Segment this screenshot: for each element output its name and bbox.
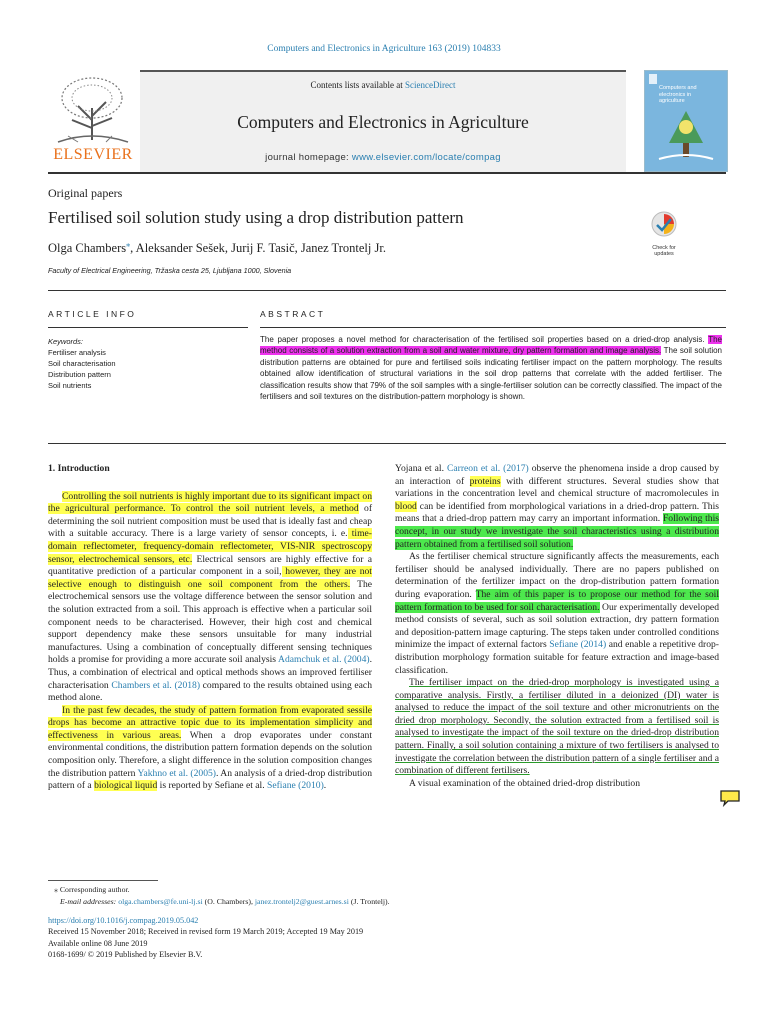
paragraph: Yojana et al. Carreon et al. (2017) observe the phenomena inside a drop caused by an interaction of proteins with different structures. Several studies show that variations in the concentration level and chemical structure of macromolecules in blood can be identified from morphological variations in a dried-drop pattern. This means that a dried-drop pattern may carry an important information. Following this concept, in our study we investigate the soil characteristics using a distribution pattern obtained from a fertilised soil solution.: [395, 463, 719, 550]
right-column: [395, 463, 719, 790]
highlight-green: The aim of this paper is to propose our method for the soil pattern formation to be used for soil characterisation.: [395, 588, 720, 613]
article-info-rule: [48, 327, 248, 328]
paragraph: In the past few decades, the study of pattern formation from evaporated sessile drops has become an attractive topic due to its implementation simplicity and effectiveness in various areas. When a drop evaporates under constant environmental conditions, the distribution pattern formation depends on the solution composition only. Therefore, a slight difference in the solution composition changes the distribution pattern Yakhno et al. (2005). An analysis of a dried-drop distribution pattern of a biological liquid is reported by Sefiane et al. Sefiane (2010).: [48, 704, 372, 792]
article-section: Original papers: [48, 186, 123, 200]
keywords-label: Keywords:: [48, 337, 84, 346]
elsevier-tree-logo: [48, 70, 138, 168]
sciencedirect-link[interactable]: ScienceDirect: [405, 80, 456, 90]
highlight-yellow: Controlling the soil nutrients is highly important due to its significant impact on the agricultural performance. To control the soil nutrient levels, a method: [48, 490, 372, 515]
paragraph: [395, 677, 719, 778]
highlight-yellow: blood: [395, 500, 417, 512]
left-column: [48, 463, 372, 793]
corresponding-author-note: ⁎ Corresponding author.: [54, 885, 130, 894]
citation-link[interactable]: Adamchuk et al. (2004): [278, 654, 370, 666]
header-rule: [48, 172, 726, 174]
abstract-heading: ABSTRACT: [260, 309, 326, 319]
email-link[interactable]: janez.trontelj2@guest.arnes.si: [254, 896, 349, 906]
highlight-yellow: however, they are not selective enough to distinguish one soil component from the others.: [48, 566, 372, 590]
paragraph: Controlling the soil nutrients is highly important due to its significant impact on the agricultural performance. To control the soil nutrient levels, a method of determining the soil nutrient composition must be used that is ideally fast and cheap with a suitable accuracy. There is a large variety of sensor concepts, i. e. time-domain reflectometer, frequency-domain reflectometer, VIS-NIR spectroscopy sensor, electrochemical sensors, etc. Electrical sensors are highly effective for a quantitative prediction of a particular component in a soil, however, they are not selective enough to distinguish one soil component from the others. The electrochemical sensors use the voltage difference between the sensor solution and the solution extracted from a soil. This approach is effective when a particular soil component needs to be characterised. However, their high cost and chemical support dependency make these sensors unsuitable for many industrial manufactures. Using a combination of conceptually different sensing techniques holds a promise for providing a more accurate soil analysis Adamchuk et al. (2004). Thus, a combination of electrical and optical methods shows an improved fertiliser characterisation Chambers et al. (2018) compared to the results obtained using each method alone.: [48, 490, 373, 704]
keywords: [48, 336, 116, 391]
citation-link[interactable]: Sefiane (2014): [549, 639, 607, 651]
info-top-rule: [48, 290, 726, 291]
keyword: Fertiliser analysis: [48, 348, 106, 357]
highlight-magenta: The method consists of a solution extraction from a soil and water mixture, dry pattern formation and image analysis.: [260, 335, 722, 356]
footnotes: [48, 884, 728, 907]
journal-reference[interactable]: Computers and Electronics in Agriculture 163 (2019) 104833: [267, 44, 501, 54]
citation-link[interactable]: Carreon et al. (2017): [447, 463, 529, 474]
article-info-heading: ARTICLE INFO: [48, 309, 137, 319]
paragraph: As the fertiliser chemical structure significantly affects the measurements, each fertiliser should be analysed individually. There are no papers published on determination of the fertilizer impact on the drop-distribution pattern formation during evaporation. The aim of this paper is to propose our method for the soil pattern formation to be used for soil characterisation. Our experimentally developed method consists of several, such as soil solution extraction, dry pattern formation and deposition-pattern image capturing. The steps taken under controlled conditions minimize the impact of external factors Sefiane (2014) and enable a repetitive drop-distribution morphology formation suitable for feature extraction and image-based classification.: [395, 551, 720, 676]
keyword: Distribution pattern: [48, 370, 111, 379]
authors: Olga Chambers⁎, Aleksander Sešek, Jurij F. Tasič, Janez Trontelj Jr.: [48, 240, 386, 256]
check-updates-label: Check for updates: [652, 245, 676, 257]
contents-line: Contents lists available at ScienceDirect: [310, 80, 456, 90]
publisher-logo-text: ELSEVIER: [53, 146, 133, 163]
homepage-link[interactable]: www.elsevier.com/locate/compag: [351, 152, 501, 163]
publication-info: [48, 915, 728, 961]
keyword: Soil characterisation: [48, 359, 116, 368]
abstract-text: The paper proposes a novel method for characterisation of the fertilised soil properties based on a dried-drop analysis. The method consists of a solution extraction from a soil and water mixture, dry pattern formation and image analysis. The soil solution distribution patterns are obtained for pure and fertilised soils indicating fertiliser impact on the pattern morphology. The results obtained allow identification of structural variations in the soil drop patterns that correlate with the added fertiliser. The classification results show that 79% of the soil samples with a single-fertiliser solution can be correctly classified. The impact of the fertilisers and soil textures on the distribution-pattern morphology is shown.: [260, 335, 723, 402]
journal-title: Computers and Electronics in Agriculture: [237, 112, 529, 132]
copyright: 0168-1699/ © 2019 Published by Elsevier B.V.: [48, 950, 203, 960]
highlight-yellow: In the past few decades, the study of pattern formation from evaporated sessile drops has become an attractive topic due to its implementation simplicity and effectiveness in various areas.: [48, 704, 372, 741]
article-title: Fertilised soil solution study using a drop distribution pattern: [48, 208, 464, 227]
journal-homepage: journal homepage: www.elsevier.com/locate/compag: [265, 152, 501, 163]
underlined-text: The fertiliser impact on the dried-drop morphology is investigated using a comparative analysis. Firstly, a fertiliser diluted in a deionized (DI) water is analysed to reduce the impact of the soil texture and other micronutrients on the dried drop morphology. Secondly, the solution extracted from a fertilised soil is analysed to investigate the impact of the soil texture on the dried-drop distribution pattern. Finally, a soil solution containing a mixture of two fertilisers is analysed to investigate the correlation between the distribution pattern of a single fertiliser and a combination of different fertilisers.: [395, 677, 719, 777]
highlight-yellow: biological liquid: [94, 780, 158, 792]
journal-header: [48, 70, 628, 170]
highlight-yellow: time-domain reflectometer, frequency-domain reflectometer, VIS-NIR spectroscopy sensor, electrochemical sensors, etc.: [48, 528, 372, 565]
abstract-bottom-rule: [48, 443, 726, 444]
abstract-rule: [260, 327, 726, 328]
email-link[interactable]: olga.chambers@fe.uni-lj.si: [118, 896, 203, 906]
available-online: Available online 08 June 2019: [48, 938, 148, 948]
citation-link[interactable]: Sefiane (2010): [267, 780, 324, 792]
highlight-yellow: proteins: [469, 475, 501, 487]
check-for-updates-icon[interactable]: [646, 210, 682, 256]
email-addresses: E-mail addresses: olga.chambers@fe.uni-lj.si (O. Chambers), janez.trontelj2@guest.arnes.si (J. Trontelj).: [60, 896, 390, 906]
footnote-rule: [48, 880, 158, 881]
journal-cover: [644, 70, 728, 172]
highlight-green: Following this concept, in our study we investigate the soil characteristics using a distribution pattern obtained from a fertilised soil solution.: [395, 513, 719, 550]
author-footnote-mark[interactable]: ⁎: [126, 240, 131, 249]
citation-link[interactable]: Chambers et al. (2018): [111, 679, 201, 691]
section-heading: 1. Introduction: [48, 463, 110, 474]
paragraph: A visual examination of the obtained dried-drop distribution: [409, 777, 641, 789]
cover-title: Computers and electronics in agriculture: [659, 85, 697, 104]
affiliation: Faculty of Electrical Engineering, Tržaska cesta 25, Ljubljana 1000, Slovenia: [48, 266, 292, 275]
comment-icon[interactable]: [719, 789, 741, 807]
header-box: [140, 70, 626, 172]
citation-link[interactable]: Yakhno et al. (2005): [137, 767, 216, 779]
doi-link[interactable]: https://doi.org/10.1016/j.compag.2019.05.042: [48, 916, 199, 925]
received-dates: Received 15 November 2018; Received in revised form 19 March 2019; Accepted 19 May 2019: [48, 927, 364, 937]
keyword: Soil nutrients: [48, 381, 92, 390]
